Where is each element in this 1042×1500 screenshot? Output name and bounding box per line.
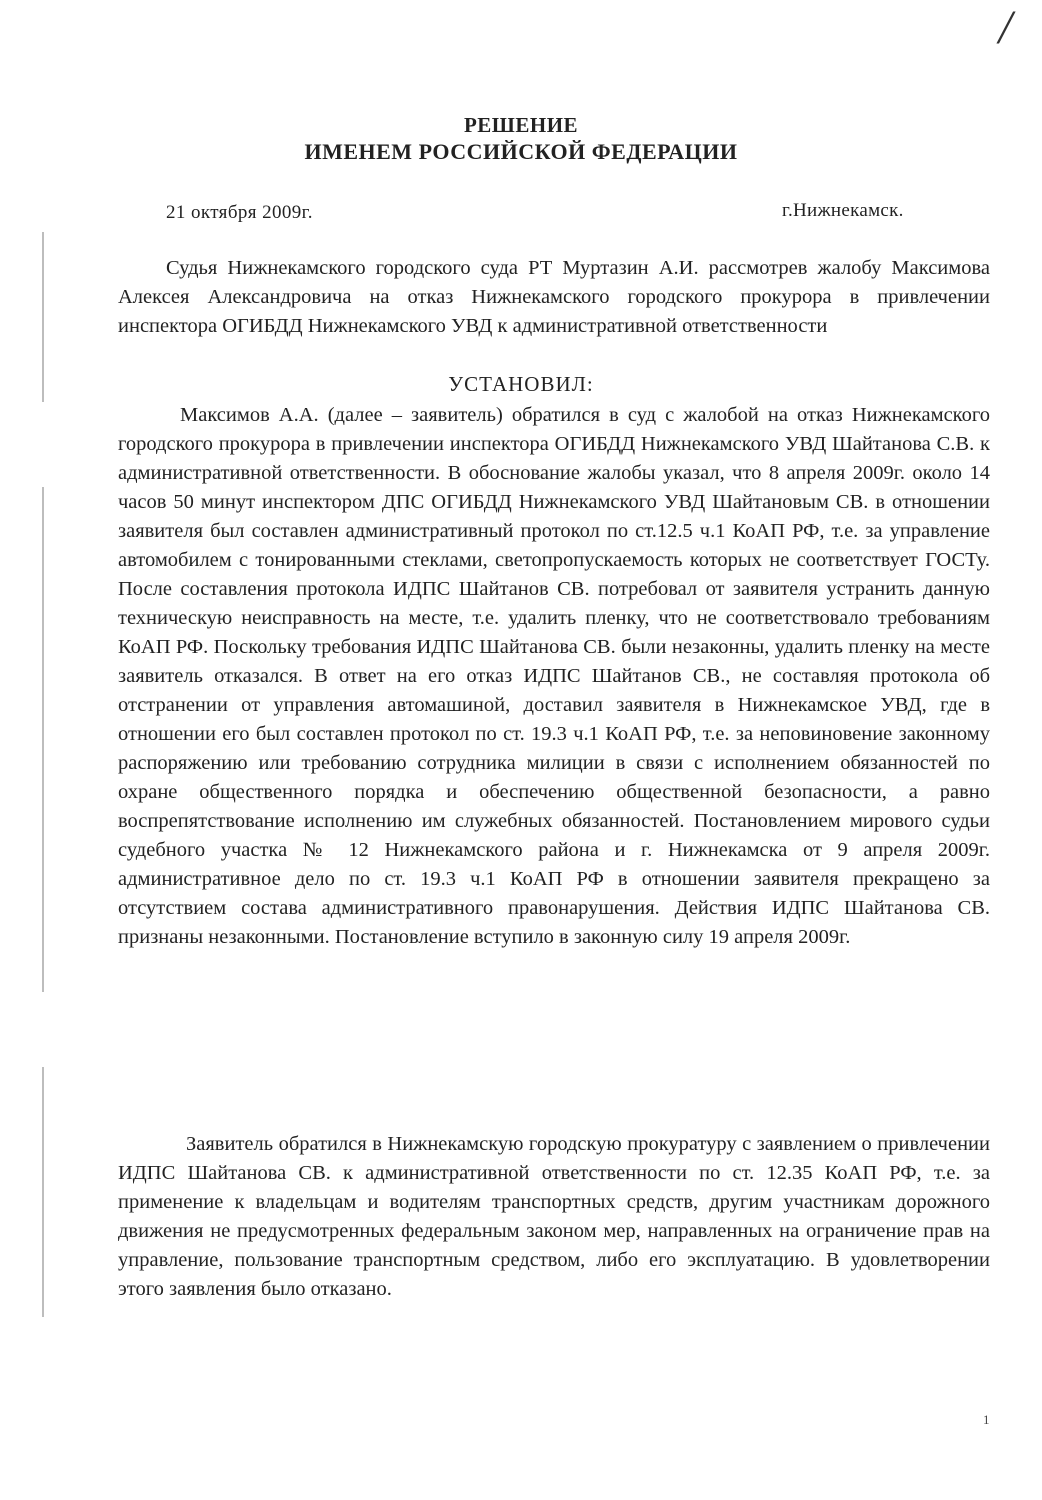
document-date: 21 октября 2009г. (166, 202, 313, 223)
main-paragraph: Максимов А.А. (далее – заявитель) обратился в суд с жалобой на отказ Нижнекамского городского прокурора в привлечении инспектора ОГИБДД Нижнекамского УВД Шайтанова С.В. к административной ответственности. В обоснование жалобы указал, что 8 апреля 2009г. около 14 часов 50 минут инспектором ДПС ОГИБДД Нижнекамского УВД Шайтановым СВ. в отношении заявителя был составлен административный протокол по ст.12.5 ч.1 КоАП РФ, т.е. за управление автомобилем с тонированными стеклами, светопропускаемость которых не соответствует ГОСТу. После составления протокола ИДПС Шайтанов СВ. потребовал от заявителя устранить данную техническую неисправность на месте, т.е. удалить пленку, что не соответствовало требованиям КоАП РФ. Поскольку требования ИДПС Шайтанова СВ. были незаконны, удалить пленку на месте заявитель отказался. В ответ на его отказ ИДПС Шайтанов СВ., не составляя протокола об отстранении от управления автомашиной, доставил заявителя в Нижнекамское УВД, где в отношении его был составлен протокол по ст. 19.3 ч.1 КоАП РФ, т.е. за неповиновение законному распоряжению или требованию сотрудника милиции в связи с исполнением обязанностей по охране общественного порядка и обеспечению общественной безопасности, а равно воспрепятствование исполнению им служебных обязанностей. Постановлением мирового судьи судебного участка № 12 Нижнекамского района и г. Нижнекамска от 9 апреля 2009г. административное дело по ст. 19.3 ч.1 КоАП РФ в отношении заявителя прекращено за отсутствием состава административного правонарушения. Действия ИДПС Шайтанова СВ. признаны незаконными. Постановление вступило в законную силу 19 апреля 2009г. (118, 404, 990, 948)
page-number: 1 (983, 1412, 990, 1427)
document-city: г.Нижнекамск. (782, 200, 904, 221)
second-paragraph: Заявитель обратился в Нижнекамскую городскую прокуратуру с заявлением о привлечении ИДПС Шайтанова СВ. к административной ответственности по ст. 12.35 КоАП РФ, т.е. за применение к владельцам и водителям транспортных средств, другим участникам дорожного движения не предусмотренных федеральным законом мер, направленных на ограничение прав на управление, пользование транспортным средством, либо его эксплуатацию. В удовлетворении этого заявления было отказано. (118, 1133, 990, 1300)
document-subtitle: ИМЕНЕМ РОССИЙСКОЙ ФЕДЕРАЦИИ (304, 139, 738, 164)
intro-paragraph: Судья Нижнекамского городского суда РТ Муртазин А.И. рассмотрев жалобу Максимова Алексея Александровича на отказ Нижнекамского городского прокурора в привлечении инспектора ОГИБДД Нижнекамского УВД к административной ответственности (118, 257, 990, 337)
document-title: РЕШЕНИЕ (463, 113, 579, 137)
section-heading: УСТАНОВИЛ: (448, 372, 594, 396)
corner-handwritten-mark: / (998, 1, 1012, 54)
